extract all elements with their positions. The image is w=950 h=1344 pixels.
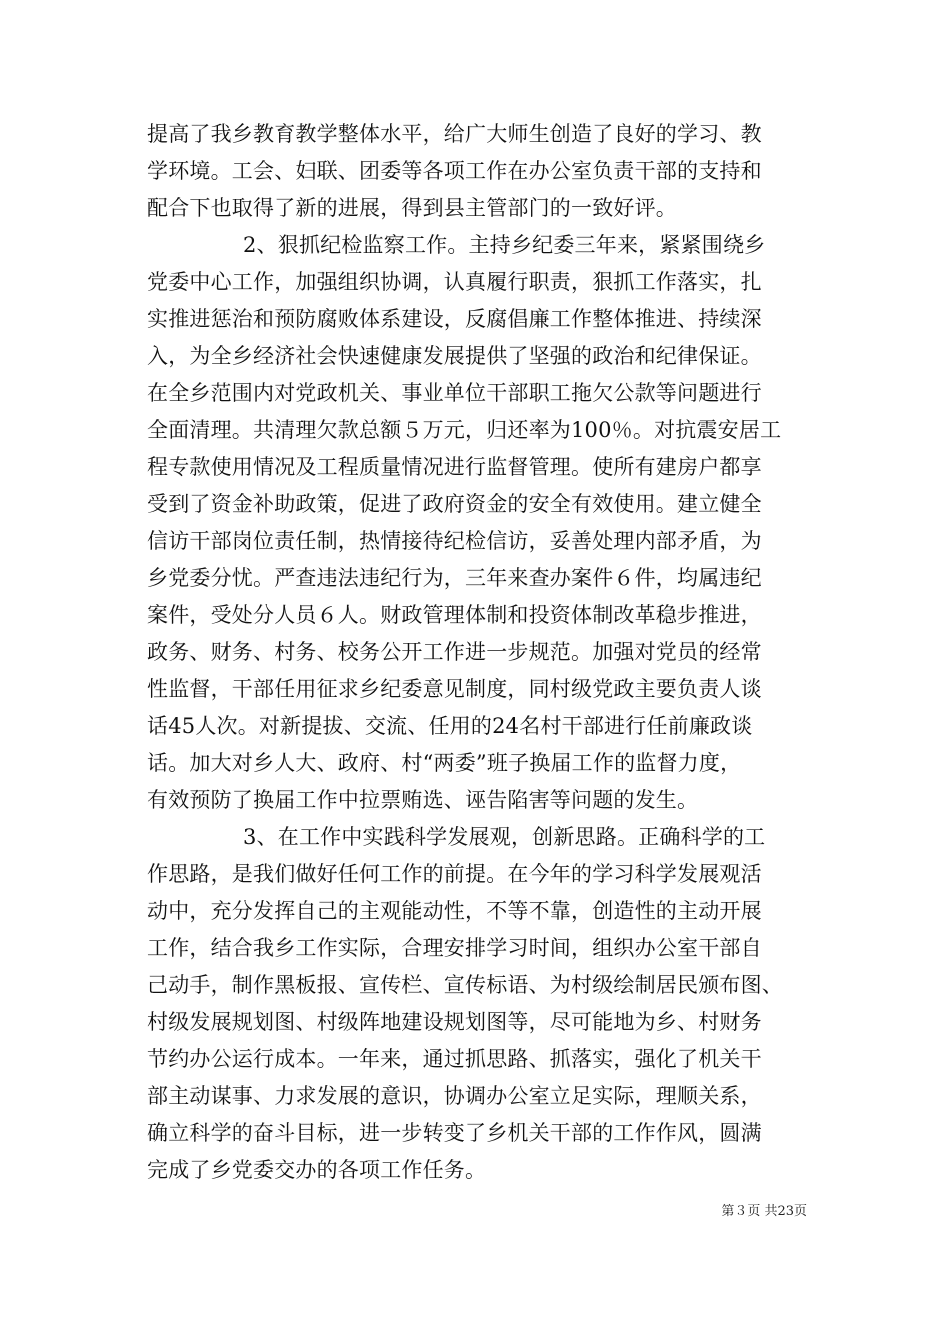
text-line: 信访干部岗位责任制，热情接待纪检信访，妥善处理内部矛盾，为: [147, 529, 762, 553]
text-line: 性监督，干部任用征求乡纪委意见制度，同村级党政主要负责人谈: [147, 677, 762, 701]
text-line: 乡党委分忧。严查违法违纪行为，三年来查办案件６件，均属违纪: [147, 566, 762, 590]
section-heading-line: 3、在工作中实践科学发展观，创新思路。正确科学的工: [243, 825, 766, 849]
body-text: [147, 116, 815, 1189]
text-line: 受到了资金补助政策，促进了政府资金的安全有效使用。建立健全: [147, 492, 762, 516]
text-line: 配合下也取得了新的进展，得到县主管部门的一致好评。: [147, 196, 677, 220]
text-line: 完成了乡党委交办的各项工作任务。: [147, 1158, 487, 1182]
text-line: 入，为全乡经济社会快速健康发展提供了坚强的政治和纪律保证。: [147, 344, 762, 368]
text-line: 提高了我乡教育教学整体水平，给广大师生创造了良好的学习、教: [147, 122, 762, 146]
text-line: 案件，受处分人员６人。财政管理体制和投资体制改革稳步推进，: [147, 603, 762, 627]
text-line: 节约办公运行成本。一年来，通过抓思路、抓落实，强化了机关干: [147, 1047, 762, 1071]
text-line: 作思路，是我们做好任何工作的前提。在今年的学习科学发展观活: [147, 862, 762, 886]
text-line: 话45人次。对新提拔、交流、任用的24名村干部进行任前廉政谈: [147, 714, 753, 738]
text-line: 在全乡范围内对党政机关、事业单位干部职工拖欠公款等问题进行: [147, 381, 762, 405]
page-number: 第３页 共23页: [721, 1204, 807, 1219]
text-line: 工作，结合我乡工作实际，合理安排学习时间，组织办公室干部自: [147, 936, 762, 960]
text-line: 有效预防了换届工作中拉票贿选、诬告陷害等问题的发生。: [147, 788, 699, 812]
text-line: 实推进惩治和预防腐败体系建设，反腐倡廉工作整体推进、持续深: [147, 307, 762, 331]
section-heading-line: 2、狠抓纪检监察工作。主持乡纪委三年来，紧紧围绕乡: [243, 233, 766, 257]
text-line: 党委中心工作，加强组织协调，认真履行职责，狠抓工作落实，扎: [147, 270, 762, 294]
text-line: 全面清理。共清理欠款总额５万元，归还率为100％。对抗震安居工: [147, 418, 782, 442]
text-line: 学环境。工会、妇联、团委等各项工作在办公室负责干部的支持和: [147, 159, 762, 183]
text-line: 村级发展规划图、村级阵地建设规划图等，尽可能地为乡、村财务: [147, 1010, 762, 1034]
text-line: 部主动谋事、力求发展的意识，协调办公室立足实际，理顺关系，: [147, 1084, 762, 1108]
text-line: 己动手，制作黑板报、宣传栏、宣传标语、为村级绘制居民颁布图、: [147, 973, 783, 997]
text-line: 程专款使用情况及工程质量情况进行监督管理。使所有建房户都享: [147, 455, 762, 479]
text-line: 政务、财务、村务、校务公开工作进一步规范。加强对党员的经常: [147, 640, 762, 664]
text-line: 确立科学的奋斗目标，进一步转变了乡机关干部的工作作风，圆满: [147, 1121, 762, 1145]
text-line: 话。加大对乡人大、政府、村“两委”班子换届工作的监督力度，: [147, 751, 742, 775]
text-line: 动中，充分发挥自己的主观能动性，不等不靠，创造性的主动开展: [147, 899, 762, 923]
